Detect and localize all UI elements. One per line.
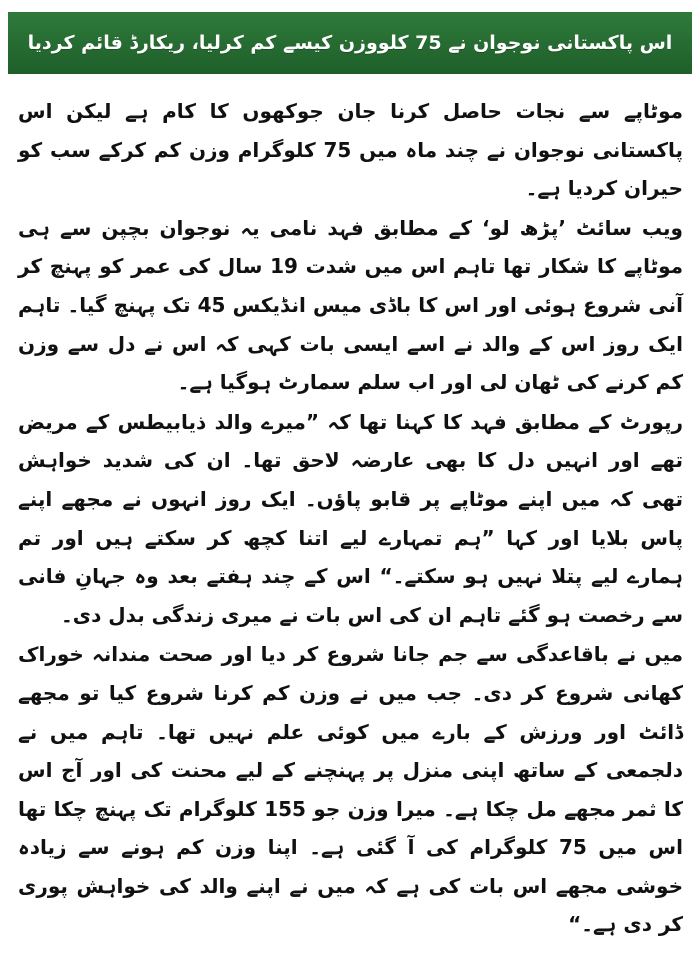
headline-banner — [8, 12, 692, 74]
paragraph-journey: میں نے باقاعدگی سے جم جانا شروع کر دیا اور صحت مندانہ خوراک کھانی شروع کر دی۔ جب میں نے وزن کم کرنا شروع کیا تو مجھے ڈائٹ اور ورزش کے بارے میں کوئی علم نہیں تھا۔ تاہم میں نے دلجمعی کے ساتھ اپنی منزل پر پہنچنے کے لیے محنت کی اور آج اس کا ثمر مجھے مل چکا ہے۔ میرا وزن جو 155 کلوگرام تک پہنچ چکا تھا اس میں 75 کلوگرام کی آ گئی ہے۔ اپنا وزن کم ہونے سے زیادہ خوشی مجھے اس بات کی ہے کہ میں نے اپنے والد کی خواہش پوری کر دی ہے۔“ — [18, 642, 683, 937]
paragraph-intro: موٹاپے سے نجات حاصل کرنا جان جوکھوں کا کام ہے لیکن اس پاکستانی نوجوان نے چند ماہ میں 75 کلوگرام وزن کم کرکے سب کو حیران کردیا ہے۔ — [18, 99, 683, 201]
paragraph-father-quote: رپورٹ کے مطابق فہد کا کہنا تھا کہ ”میرے والد ذیابیطس کے مریض تھے اور انہیں دل کا بھی عارضہ لاحق تھا۔ ان کی شدید خواہش تھی کہ میں اپنے موٹاپے پر قابو پاﺅں۔ ایک روز انہوں نے مجھے اپنے پاس بلایا اور کہا ”ہم تمہارے لیے اتنا کچھ کر سکتے ہیں اور تم ہمارے لیے پتلا نہیں ہو سکتے۔“ اس کے چند ہفتے بعد وہ جہانِ فانی سے رخصت ہو گئے تاہم ان کی اس بات نے میری زندگی بدل دی۔ — [18, 409, 683, 627]
headline: اس پاکستانی نوجوان نے 75 کلووزن کیسے کم کرلیا، ریکارڈ قائم کردیا — [27, 31, 673, 54]
article-body — [18, 92, 683, 945]
paragraph-background: ویب سائٹ ’پڑھ لو‘ کے مطابق فہد نامی یہ نوجوان بچپن سے ہی موٹاپے کا شکار تھا تاہم اس میں شدت 19 سال کی عمر کو پہنچ کر آنی شروع ہوئی اور اس کا باڈی میس انڈیکس 45 تک پہنچ گیا۔ تاہم ایک روز اس کے والد نے اسے ایسی بات کہی کہ اس نے دل سے وزن کم کرنے کی ٹھان لی اور اب سلم سمارٹ ہوگیا ہے۔ — [18, 215, 684, 395]
